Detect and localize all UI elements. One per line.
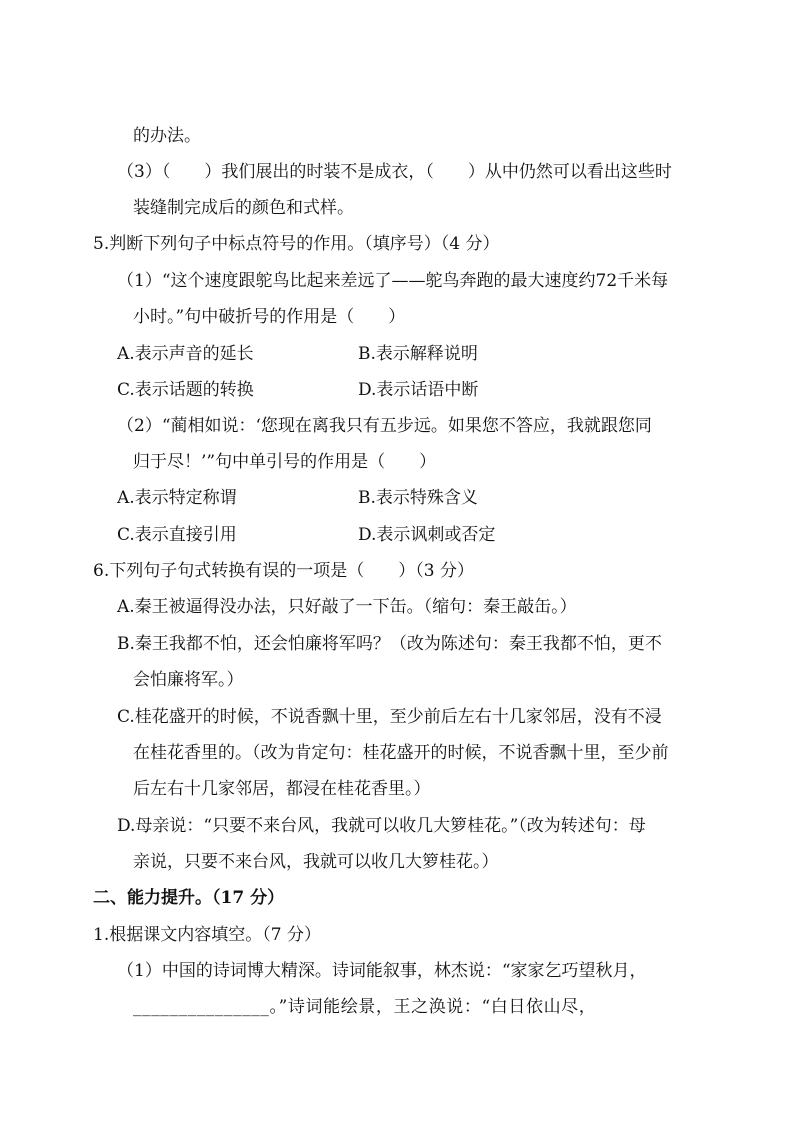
text-line: 后左右十几家邻居，都浸在桂花香里。） (133, 779, 431, 799)
question-line: （1）“这个速度跟鸵鸟比起来差远了——鸵鸟奔跑的最大速度约72千米每 (117, 271, 669, 291)
option-d: D.表示讽刺或否定 (358, 525, 496, 545)
section-heading: 二、能力提升。（17 分） (93, 888, 285, 908)
text-line: 归于尽！’”句中单引号的作用是（ ） (133, 452, 437, 472)
text-line: 在桂花香里的。（改为肯定句：桂花盛开的时候，不说香飘十里，至少前 (133, 743, 669, 763)
option-b: B.表示特殊含义 (358, 488, 478, 508)
option-a: A.秦王被逼得没办法，只好敲了一下缶。（缩句：秦王敲缶。） (117, 597, 577, 617)
question-line: （1）中国的诗词博大精深。诗词能叙事，林杰说：“家家乞巧望秋月， (117, 961, 647, 981)
text-line: 装缝制完成后的颜色和式样。 (133, 198, 354, 218)
option-a: A.表示特定称谓 (117, 488, 237, 508)
question-heading: 6.下列句子句式转换有误的一项是（ ）（3 分） (93, 561, 474, 581)
option-b: B.秦王我都不怕，还会怕廉将军吗？（改为陈述句：秦王我都不怕，更不 (117, 634, 662, 654)
fill-blank-line: _______________。”诗词能绘景，王之涣说：“白日依山尽， (133, 997, 597, 1017)
text-line: 的办法。 (133, 126, 201, 146)
question-line: （3）（ ）我们展出的时装不是成衣，（ ）从中仍然可以看出这些时 (117, 162, 672, 182)
question-heading: 5.判断下列句子中标点符号的作用。（填序号）（4 分） (93, 234, 500, 254)
option-b: B.表示解释说明 (358, 344, 478, 364)
text-line: 会怕廉将军。） (133, 670, 244, 690)
option-d: D.母亲说：“只要不来台风，我就可以收几大箩桂花。”（改为转述句：母 (117, 816, 646, 836)
text-line: 亲说，只要不来台风，我就可以收几大箩桂花。） (133, 852, 499, 872)
question-heading: 1.根据课文内容填空。（7 分） (93, 925, 321, 945)
text-line: 小时。”句中破折号的作用是（ ） (133, 307, 406, 327)
option-a: A.表示声音的延长 (117, 344, 254, 364)
option-c: C.表示直接引用 (117, 525, 237, 545)
option-c: C.桂花盛开的时候，不说香飘十里，至少前后左右十几家邻居，没有不浸 (117, 707, 662, 727)
option-c: C.表示话题的转换 (117, 380, 254, 400)
option-d: D.表示话语中断 (358, 380, 479, 400)
question-line: （2）“蔺相如说：‘您现在离我只有五步远。如果您不答应，我就跟您同 (117, 416, 652, 436)
